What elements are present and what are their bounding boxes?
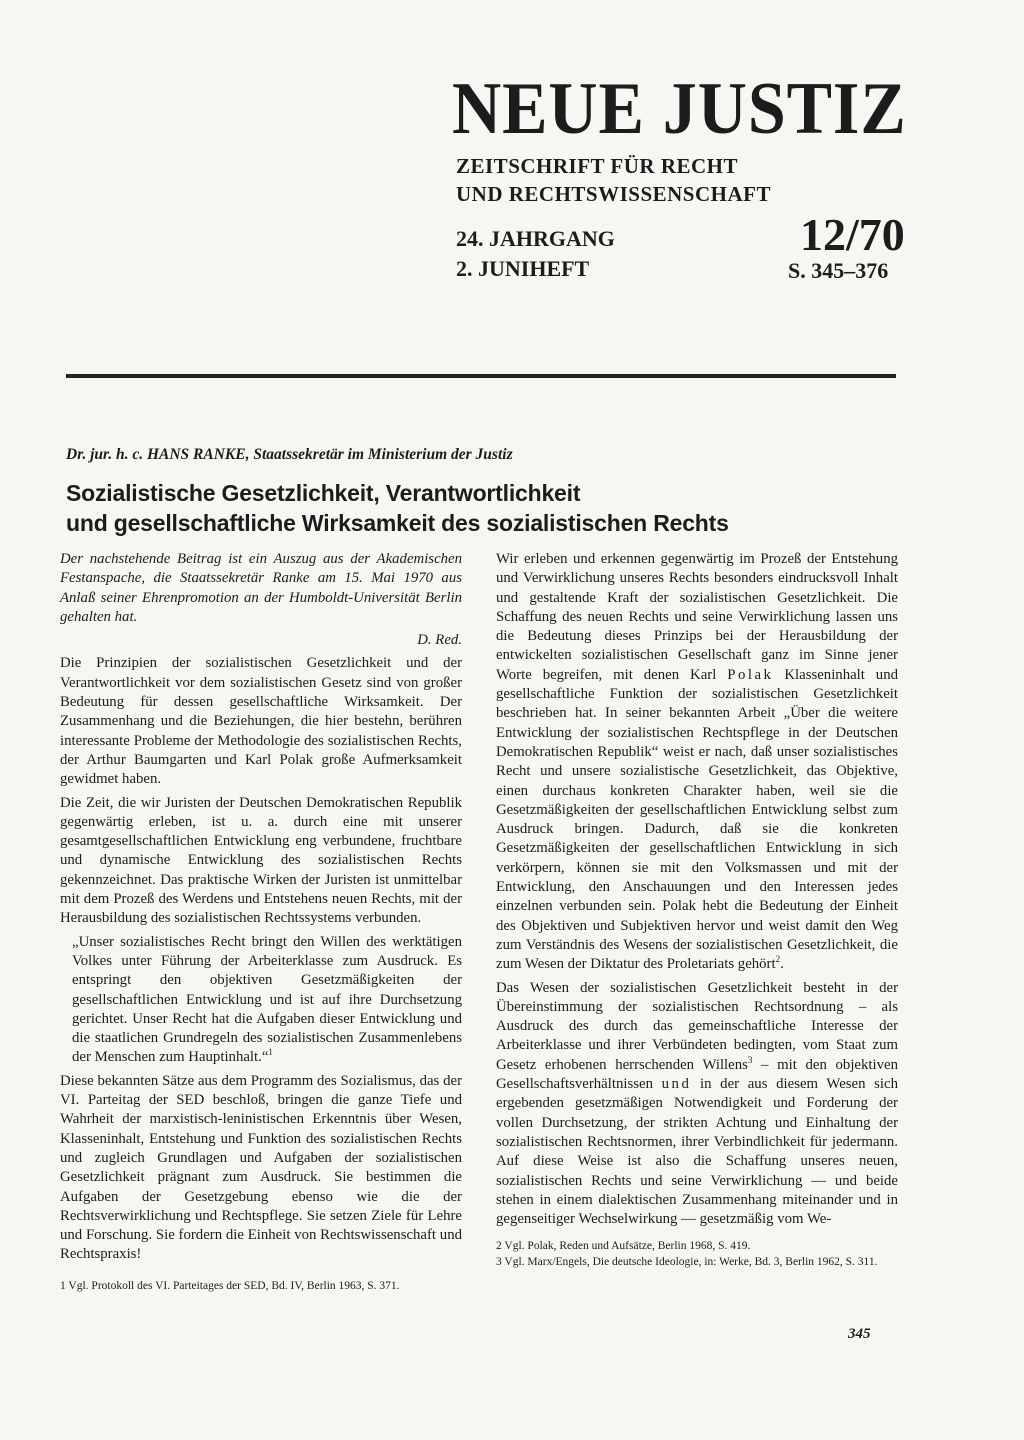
footnote: 3 Vgl. Marx/Engels, Die deutsche Ideologie, in: Werke, Bd. 3, Berlin 1962, S. 311.	[496, 1256, 878, 1269]
paragraph-text: Wir erleben und erkennen gegenwärtig im Prozeß der Entstehung und Verwirklichung unseres Rechts besonders eindrucksvoll Inhalt und gestaltende Kraft der sozialistischen Gesetzlichkeit. Die Schaffung des neuen Rechts und seine Verwirklichung lassen uns die Bedeutung dieses Prinzips bei der Herausbildung der entwickelten sozialistischen Gesellschaft ganz im Sinne jener Worte begreifen, mit denen Karl	[496, 551, 898, 683]
editorial-intro: Der nachstehende Beitrag ist ein Auszug aus der Akademischen Festanspache, die Staatssekretär Ranke am 15. Mai 1970 aus Anlaß seiner Ehrenpromotion an der Humboldt-Universität Berlin gehalten hat.	[60, 551, 462, 625]
footnote-ref: 3	[747, 1054, 753, 1065]
issue-pages: S. 345–376	[788, 258, 889, 283]
masthead-divider	[66, 374, 896, 378]
volume-label: 24. JAHRGANG	[456, 226, 615, 251]
footnote-ref: 1	[268, 1047, 273, 1058]
footnote-ref: 2	[775, 954, 781, 965]
editorial-sign: D. Red.	[417, 632, 462, 649]
program-quote	[60, 933, 462, 1068]
journal-subtitle	[456, 152, 771, 208]
footnote: 1 Vgl. Protokoll des VI. Parteitages der SED, Bd. IV, Berlin 1963, S. 371.	[60, 1279, 400, 1292]
article-title-line1: Sozialistische Gesetzlichkeit, Verantwortlichkeit	[66, 480, 581, 506]
paragraph-text: Das Wesen der sozialistischen Gesetzlichkeit besteht in der Übereinstimmung der sozialistischen Rechtsordnung – als Ausdruck des durch das gemeinschaftliche Interesse der Arbeiterklasse und ihrer Verbündeten bedingten, vom Staat zum Gesetz erhobenen herrschenden Willens	[496, 979, 898, 1073]
paragraph: Diese bekannten Sätze aus dem Programm des Sozialismus, das der VI. Parteitag der SED beschloß, bringen die ganze Tiefe und Wahrheit der marxistisch-leninistischen Erkenntnis über Wesen, Klasseninhalt, Entstehung und Funktion des sozialistischen Rechts und zugleich Grundlagen und Aufgaben der sozialistischen Gesetzlichkeit prägnant zum Ausdruck. Sie bestimmen die Aufgaben der Gesetzgebung ebenso wie die der Rechtsverwirklichung und Rechtspflege. Sie setzen Ziele für Lehre und Forschung. Sie fordern die Einheit von Rechtswissenschaft und Rechtspraxis!	[60, 1072, 462, 1263]
author-byline: Dr. jur. h. c. HANS RANKE, Staatssekretär im Ministerium der Justiz	[66, 446, 513, 463]
right-column	[496, 550, 898, 1269]
journal-subtitle-line1: ZEITSCHRIFT FÜR RECHT	[456, 154, 739, 178]
quote-text: „Unser sozialistisches Recht bringt den Willen des werktätigen Volkes unter Führung der Arbeiterklasse zum Ausdruck. Es entspringt den objektiven Gesetzmäßigkeiten der gesellschaftlichen Entwicklung und ist auf ihre Durchsetzung gerichtet. Unser Recht hat die Aufgaben dieser Entwicklung und die staatlichen Grundregeln des sozialistischen Zusammenlebens der Menschen zum Hauptinhalt.“	[72, 933, 462, 1066]
paragraph: Die Zeit, die wir Juristen der Deutschen Demokratischen Republik gegenwärtig erleben, ist u. a. durch eine mit unserer gesamtgesellschaftlichen Entwicklung eng verbundene, fruchtbare und dynamische Entwicklung des sozialistischen Rechts gekennzeichnet. Das praktische Wirken der Juristen ist unmittelbar mit dem Prozeß des Werdens und Entstehens neuen Rechts, mit der Herausbildung des sozialistischen Rechtssystems verbunden.	[60, 794, 462, 927]
paragraph	[496, 979, 898, 1230]
journal-subtitle-line2: UND RECHTSWISSENSCHAFT	[456, 182, 771, 206]
issue-info	[456, 224, 615, 284]
page-number: 345	[848, 1326, 871, 1342]
issue-number: 12/70	[800, 209, 905, 260]
article-title-line2: und gesellschaftliche Wirksamkeit des sozialistischen Rechts	[66, 510, 729, 536]
paragraph: Wir erleben und erkennen gegenwärtig im Prozeß der Entstehung und Verwirklichung unseres Rechts besonders eindrucksvoll Inhalt und gestaltende Kraft der sozialistischen Gesetzlichkeit. Die Schaffung des neuen Rechts und seine Verwirklichung lassen uns die Bedeutung dieses Prinzips bei der Herausbildung der entwickelten sozialistischen Gesellschaft ganz im Sinne jener Worte begreifen, mit denen Karl Polak Klasseninhalt und gesellschaftliche Funktion der sozialistischen Gesetzlichkeit beschrieben hat. In seiner bekannten Arbeit „Über die weitere Entwicklung der sozialistischen Rechtspflege in der Deutschen Demokratischen Republik“ weist er nach, daß unser sozialistisches Recht und unsere sozialistische Gesetzlichkeit, das Objektive, einen durchaus konkreten Charakter haben, weil sie die Gesetzmäßigkeiten der gesellschaftlichen Entwicklung selbst zum Ausdruck bringen. Dadurch, daß sie die konkreten Gesetzmäßigkeiten der gesellschaftlichen Entwicklung in sich verkörpern, können sie mit den Volksmassen und mit der Entwicklung, den Anschauungen und den Interessen jedes einzelnen verbunden sein. Polak hebt die Bedeutung der Einheit des Objektiven und Subjektiven hervor und weist damit den Weg zum Verständnis des Wesens der sozialistischen Gesetzlichkeit, die zum Wesen der Diktatur des Proletariats gehört$^2$.	[496, 551, 898, 973]
article-title	[66, 478, 766, 538]
paragraph-text: Klasseninhalt und gesellschaftliche Funktion der sozialistischen Gesetzlichkeit beschrieben hat. In seiner bekannten Arbeit „Über die weitere Entwicklung der sozialistischen Rechtspflege in der Deutschen Demokratischen Republik“ weist er nach, daß unser sozialistisches Recht und unsere sozialistische Gesetzlichkeit, das Objektive, einen durchaus konkreten Charakter haben, weil sie die Gesetzmäßigkeiten der gesellschaftlichen Entwicklung selbst zum Ausdruck bringen. Dadurch, daß sie die konkreten Gesetzmäßigkeiten der gesellschaftlichen Entwicklung in sich verkörpern, können sie mit den Volksmassen und mit der Entwicklung, den Anschauungen und den Interessen jedes einzelnen verbunden sein. Polak hebt die Bedeutung der Einheit des Objektiven und Subjektiven hervor und weist damit den Weg zum Verständnis des Wesens der sozialistischen Gesetzlichkeit, die zum Wesen der Diktatur des Proletariats gehört	[496, 666, 898, 973]
paragraph: Die Prinzipien der sozialistischen Gesetzlichkeit und der Verantwortlichkeit vor dem sozialistischen Gesetz sind von großer Bedeutung für dessen gesellschaftliche Wirksamkeit. Der Zusammenhang und die Beziehungen, die hier bestehn, berühren interessante Probleme der Methodologie des sozialistischen Rechts, der Arthur Baumgarten und Karl Polak große Aufmerksamkeit gewidmet haben.	[60, 655, 462, 788]
paragraph-text: – mit den objektiven Gesellschaftsverhältnissen	[496, 1056, 898, 1093]
journal-title: NEUE JUSTIZ	[452, 68, 907, 150]
paragraph-text: in der aus diesem Wesen sich ergebenden gesetzmäßigen Notwendigkeit und Forderung der vollen Durchsetzung, der strikten Achtung und Einhaltung der sozialistischen Rechtsnormen, ihrer Verbindlichkeit für jedermann. Auf diese Weise ist also die Schaffung unseres neuen, sozialistischen Rechts und seine Verwirklichung — und beide stehen in einem dialektischen Zusammenhang miteinander und in gegenseitiger Wechselwirkung — gesetzmäßig vom We-	[496, 1076, 899, 1228]
emphasized-name: Polak	[727, 666, 774, 683]
issue-half-label: 2. JUNIHEFT	[456, 256, 590, 281]
emphasized-word: und	[661, 1076, 692, 1093]
footnote: 2 Vgl. Polak, Reden und Aufsätze, Berlin 1968, S. 419.	[496, 1240, 751, 1253]
left-column	[60, 550, 462, 1293]
